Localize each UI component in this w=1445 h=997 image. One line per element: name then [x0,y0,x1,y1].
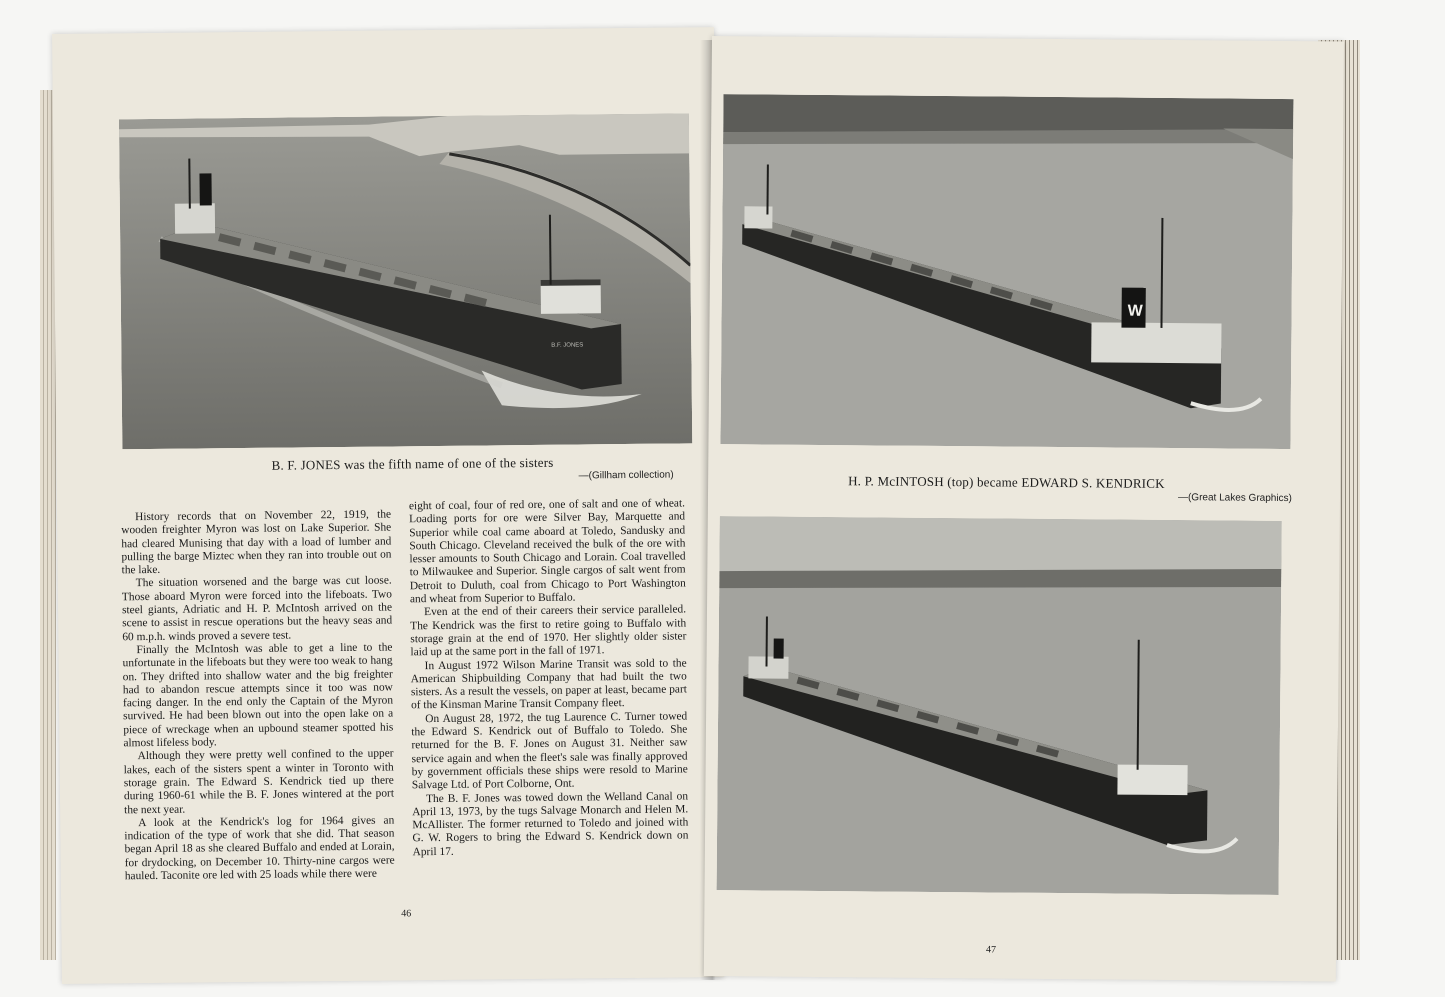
page-number-46: 46 [401,908,412,920]
photo-bf-jones [119,113,692,449]
credit-gillham: —(Gillham collection) [578,469,674,482]
funnel-letter: W [1127,302,1143,320]
paragraph: eight of coal, four of red ore, one of salt and one of wheat. Loading ports for ore were Silver Bay, Marquette and Superior while coal came aboard at Toledo, Sandusky and South Chicago. Cleveland received the bulk of the ore with lesser amounts to South Chicago and Lorain. Coal travelled to Milwaukee and Superior. Single cargos of salt went from Detroit to Duluth, coal from Chicago to Port Washington and wheat from Superior to Buffalo. [408,497,686,606]
caption-bf-jones: B. F. JONES was the fifth name of one of the sisters [271,454,554,473]
paragraph: The B. F. Jones was towed down the Welland Canal on April 13, 1973, by the tugs Salvage Monarch and Helen M. McAllister. The former returned to Toledo and joined with G. W. Rogers to bring the Edward S. Kendrick down on April 17. [412,789,689,858]
paragraph: History records that on November 22, 1919, the wooden freighter Myron was lost on Lake Superior. She had cleared Munising that day with a load of lumber and pulling the barge Miztec when they ran into trouble out on the lake. [121,508,392,577]
right-page [704,36,1344,981]
paragraph: The situation worsened and the barge was cut loose. Those aboard Myron were forced into the lifeboats. Two steel giants, Adriatic and H. P. McIntosh arrived on the scene to assist in rescue operations but the heavy seas and 60 m.p.h. winds proved a severe test. [121,574,393,643]
hull-name-text: B.F. JONES [551,342,584,349]
paragraph: A look at the Kendrick's log for 1964 gives an indication of the type of work that she did. That season began April 18 as she cleared Buffalo and ended at Lorain, for drydocking, on December 10. Thirty-nine cargos were hauled. Taconite ore led with 25 loads while there were [124,814,395,883]
page-number-47: 47 [985,944,997,956]
left-page [52,27,724,984]
text-column-2 [409,497,689,859]
paragraph: Finally the McIntosh was able to get a line to the unfortunate in the lifeboats but they were too weak to hang on. They drifted into shallow water and the big freighter had to abandon rescue attempts since it too was now facing danger. In the end only the Captain of the Myron survived. He had been blown out into the open lake on a piece of wreckage when an upbound steamer spotted his almost lifeless body. [122,641,394,750]
photo-edward-s-kendrick [717,516,1282,895]
paragraph: On August 28, 1972, the tug Laurence C. Turner towed the Edward S. Kendrick out of Buffalo to Toledo. She returned for the B. F. Jones on August 31. Neither saw service again and when the fleet's sale was finally approved by government officials these ships were resold to Marine Salvage Ltd. of Port Colborne, Ont. [411,710,688,792]
caption-mcintosh-kendrick: H. P. McINTOSH (top) became EDWARD S. KENDRICK [848,473,1165,491]
text-column-1 [121,508,395,883]
credit-great-lakes-graphics: —(Great Lakes Graphics) [1177,492,1292,505]
paragraph: Even at the end of their careers their service paralleled. The Kendrick was the first to retire going to Buffalo with storage grain at the end of 1970. Her slightly older sister laid up at the same port in the fall of 1971. [410,603,687,659]
photo-hp-mcintosh [720,94,1293,449]
paragraph: Although they were pretty well confined to the upper lakes, each of the sisters spent a winter in Toronto with storage grain. The Edward S. Kendrick tied up there during 1960-61 while the B. F. Jones wintered at the port the next year. [123,747,395,816]
paragraph: In August 1972 Wilson Marine Transit was sold to the American Shipbuilding Company that had built the two sisters. As a result the vessels, on paper at least, became part of the Kinsman Marine Transit Company fleet. [410,656,687,712]
